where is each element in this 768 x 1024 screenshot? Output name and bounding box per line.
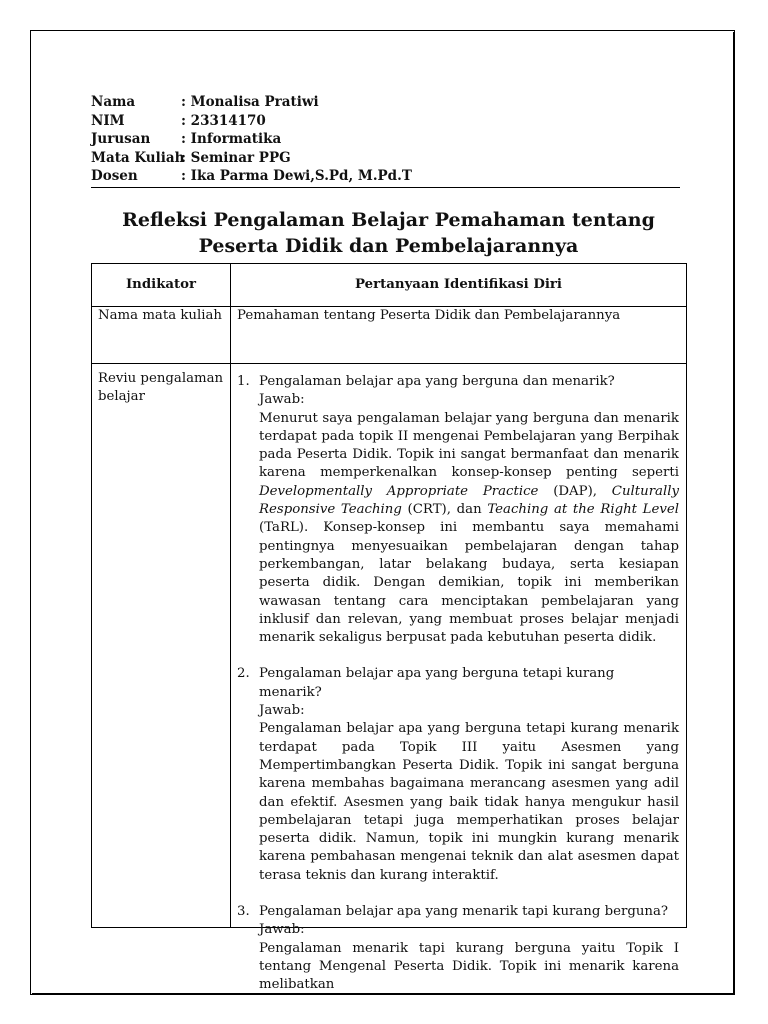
answer-segment: (CRT), dan [401, 502, 488, 518]
question-number: 1. [237, 374, 250, 389]
info-value: : Ika Parma Dewi,S.Pd, M.Pd.T [181, 168, 412, 184]
info-row-dosen [91, 167, 680, 186]
questions-clip [231, 364, 686, 993]
table-row-course-name [92, 307, 687, 364]
info-label: Mata Kuliah [91, 149, 185, 166]
info-label: Dosen [91, 168, 138, 184]
indicator-cell: Reviu pengalaman belajar [92, 364, 231, 928]
header-pertanyaan: Pertanyaan Identifikasi Diri [231, 264, 687, 307]
question-text: Pengalaman belajar apa yang berguna dan menarik? [259, 374, 615, 389]
table-row-review [92, 364, 687, 928]
question-item [237, 665, 679, 885]
answer-label: Jawab: [259, 703, 305, 719]
document-title: Refleksi Pengalaman Belajar Pemahaman tentang Peserta Didik dan Pembelajarannya [122, 209, 655, 257]
student-info [91, 93, 680, 188]
answer-label: Jawab: [259, 392, 305, 408]
info-row-mata-kuliah [91, 149, 680, 168]
answer-term: Developmentally Appropriate Practice [259, 483, 539, 499]
question-item [237, 903, 679, 994]
question-text: Pengalaman belajar apa yang menarik tapi kurang berguna? [259, 904, 669, 920]
info-value: : Monalisa Pratiwi [181, 94, 319, 110]
course-name-cell: Pemahaman tentang Peserta Didik dan Pembelajarannya [231, 307, 687, 364]
info-value: : Informatika [181, 131, 282, 147]
info-row-nim [91, 112, 680, 131]
table-header-row [92, 264, 687, 307]
question-text: Pengalaman belajar apa yang berguna tetapi kurang menarik? [259, 666, 615, 700]
info-value: : Seminar PPG [181, 149, 291, 166]
reflection-table [91, 263, 687, 993]
answer-segment: (DAP), [538, 483, 612, 499]
answer-term: Teaching at the Right Level [487, 502, 679, 518]
info-label: Jurusan [91, 131, 151, 147]
answer-text: Pengalaman menarik tapi kurang berguna yaitu Topik I tentang Mengenal Peserta Didik. Topik ini menarik karena melibatkan [259, 940, 679, 993]
answer-text: Pengalaman belajar apa yang berguna tetapi kurang menarik terdapat pada Topik III yaitu Asesmen yang Mempertimbangkan Peserta Didik. Topik ini sangat berguna karena membahas bagaimana merancang asesmen yang adil dan efektif. Asesmen yang baik tidak hanya mengukur hasil pembelajaran tetapi juga memperhatikan proses belajar peserta didik. Namun, topik ini mungkin kurang menarik karena pembahasan mengenai teknik dan alat asesmen dapat terasa teknis dan kurang interaktif. [259, 721, 679, 883]
info-row-jurusan [91, 130, 680, 149]
question-number: 3. [237, 904, 250, 920]
question-number: 2. [237, 666, 250, 682]
question-item [237, 373, 679, 647]
answer-text [259, 410, 679, 648]
questions-cell [231, 364, 687, 993]
info-label: NIM [91, 112, 125, 129]
answer-segment: Menurut saya pengalaman belajar yang berguna dan menarik terdapat pada topik II mengenai Pembelajaran yang Berpihak pada Peserta Didik. Topik ini sangat bermanfaat dan menarik karena memperkenalkan konsep-konsep penting seperti [259, 410, 679, 481]
answer-label: Jawab: [259, 922, 305, 938]
indicator-cell: Nama mata kuliah [92, 307, 231, 364]
info-value: : 23314170 [181, 112, 266, 129]
header-indikator: Indikator [92, 264, 231, 307]
info-label: Nama [91, 94, 136, 110]
answer-term: Culturally Responsive Teaching [259, 483, 679, 518]
answer-segment: (TaRL). Konsep-konsep ini membantu saya memahami pentingnya menyesuaikan pembelajaran dengan tahap perkembangan, latar belakang budaya, serta kesiapan peserta didik. Dengan demikian, topik ini memberikan wawasan tentang cara menciptakan pembelajaran yang inklusif dan relevan, yang membuat proses belajar menjadi menarik sekaligus berpusat pada kebutuhan peserta didik. [259, 520, 679, 646]
info-row-nama [91, 93, 680, 112]
